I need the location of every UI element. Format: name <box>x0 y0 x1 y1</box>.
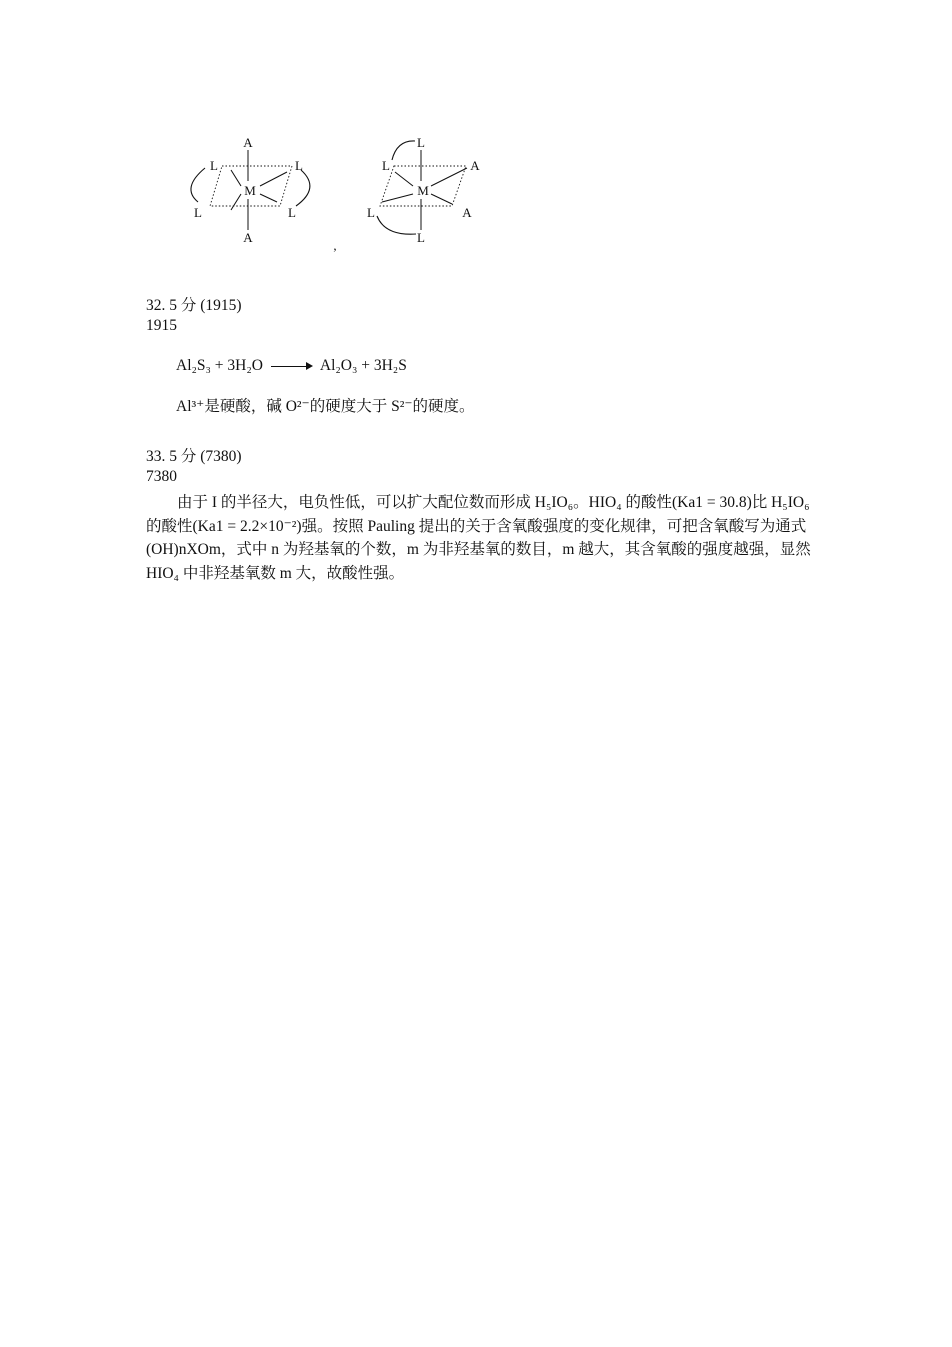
left-ur-ligand: L <box>295 158 303 173</box>
q33-header: 33. 5 分 (7380) <box>146 448 242 465</box>
reaction-arrow-icon <box>271 361 313 371</box>
left-center-metal: M <box>244 183 256 198</box>
left-isomer <box>191 135 310 245</box>
right-isomer <box>367 135 480 245</box>
right-ur-ligand: A <box>470 158 480 173</box>
figure-separator: , <box>333 238 337 253</box>
right-lr-ligand: A <box>462 205 472 220</box>
q32-equation <box>176 357 407 375</box>
right-ul-ligand: L <box>382 158 390 173</box>
q32-eq-right: Al₂O₃ + 3H₂S <box>319 357 407 374</box>
left-ll-ligand: L <box>194 205 202 220</box>
right-center-metal: M <box>417 183 429 198</box>
left-top-ligand: A <box>243 135 253 150</box>
left-lr-ligand: L <box>288 205 296 220</box>
q32-eq-left: Al₂S₃ + 3H₂O <box>176 357 263 374</box>
right-ll-ligand: L <box>367 205 375 220</box>
left-ul-ligand: L <box>210 158 218 173</box>
q32-header: 32. 5 分 (1915) <box>146 297 242 314</box>
right-top-ligand: L <box>417 135 425 150</box>
q33-id: 7380 <box>146 468 177 485</box>
q33-paragraph-text: 由于 I 的半径大，电负性低，可以扩大配位数而形成 H₅IO₆。HIO₄ 的酸性(Ka1 = 30.8)比 H₅IO₆ 的酸性(Ka1 = 2.2×10⁻²)强。按照 Pauling 提出的关于含氧酸强度的变化规律，可把含氧酸写为通式(OH)nXOm，式中 n 为羟基氧的个数，m 为非羟基氧的数目，m 越大，其含氧酸的强度越强，显然 HIO₄ 中非羟基氧数 m 大，故酸性强。 <box>146 494 811 582</box>
q32-note: Al³⁺是硬酸，碱 O²⁻的硬度大于 S²⁻的硬度。 <box>176 398 475 415</box>
isomer-diagram <box>175 130 515 255</box>
left-bottom-ligand: A <box>243 230 253 245</box>
right-bottom-ligand: L <box>417 230 425 245</box>
q32-id: 1915 <box>146 317 177 334</box>
isomer-figure <box>175 130 515 255</box>
q33-paragraph <box>146 491 811 585</box>
